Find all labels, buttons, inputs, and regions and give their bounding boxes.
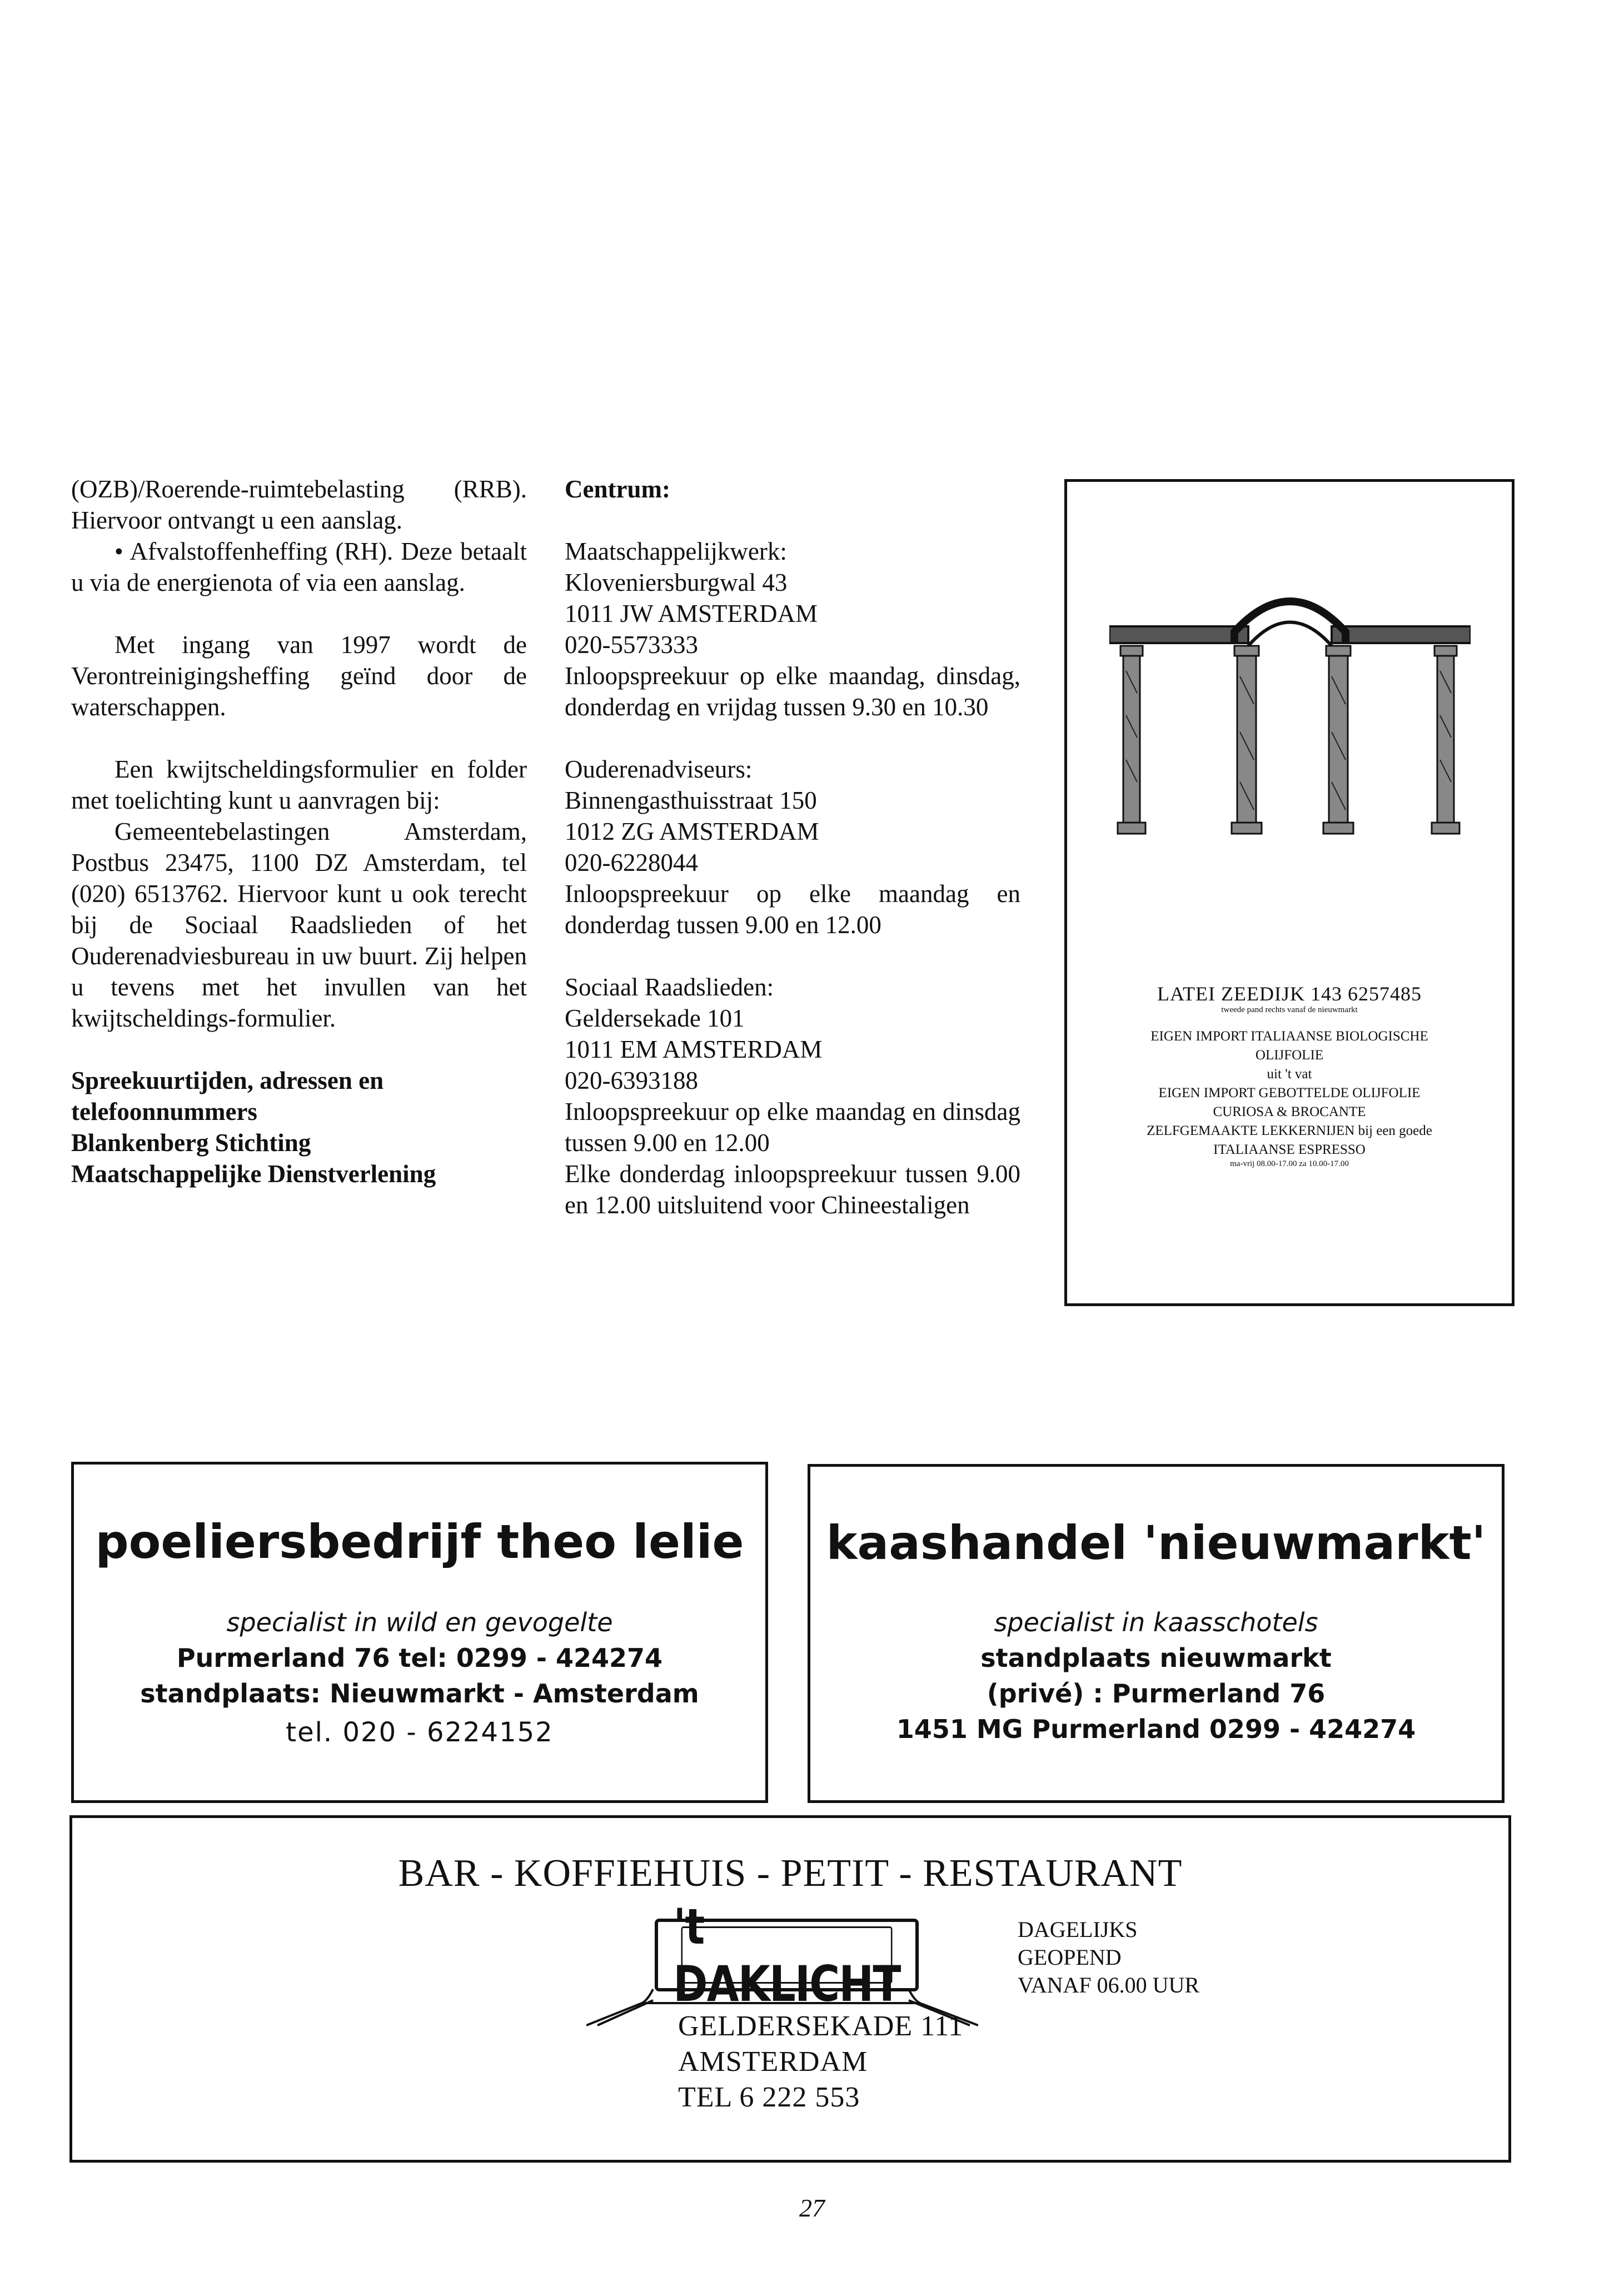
bold-heading-line: Blankenberg Stichting [71, 1129, 311, 1157]
bold-heading-line: Maatschappelijke Dienstverlening [71, 1160, 436, 1188]
bold-heading-line: telefoonnummers [71, 1098, 257, 1125]
address-block [678, 2009, 963, 2115]
ad-kaashandel [808, 1464, 1505, 1803]
logo-text: 't DAKLICHT [673, 1897, 900, 2013]
address-line: 1011 JW AMSTERDAM [565, 600, 818, 627]
ad-tagline: specialist in wild en gevogelte [226, 1607, 613, 1637]
ad-line: EIGEN IMPORT GEBOTTELDE OLIJFOLIE [1158, 1085, 1421, 1100]
block-title: Ouderenadviseurs: [565, 755, 753, 783]
section-heading: Centrum: [565, 475, 670, 503]
ad-subline: tweede pand rechts vanaf de nieuwmarkt [1221, 1005, 1358, 1014]
ad-text-block [810, 1605, 1502, 1747]
phone-line: 020-6393188 [565, 1067, 698, 1094]
ad-headline: LATEI ZEEDIJK 143 6257485 [1157, 983, 1422, 1005]
address-line: Geldersekade 101 [565, 1004, 745, 1032]
ad-line: Purmerland 76 tel: 0299 - 424274 [176, 1643, 663, 1673]
opening-line: DAGELIJKS [1018, 1917, 1138, 1942]
paragraph: • Afvalstoffenheffing (RH). Deze betaalt u via de energienota of via een aanslag. [71, 537, 527, 596]
ad-title: kaashandel 'nieuwmarkt' [826, 1516, 1486, 1570]
ad-line: standplaats nieuwmarkt [980, 1643, 1332, 1673]
ad-line: tel. 020 - 6224152 [286, 1717, 554, 1748]
ad-title: poeliersbedrijf theo lelie [95, 1515, 744, 1569]
ad-text-block [74, 1605, 765, 1750]
phone-line: 020-5573333 [565, 631, 698, 659]
address-line: Kloveniersburgwal 43 [565, 569, 788, 596]
ad-line: CURIOSA & BROCANTE [1213, 1104, 1366, 1119]
address-line: 1012 ZG AMSTERDAM [565, 818, 819, 845]
opening-line: GEOPEND [1018, 1945, 1122, 1970]
ad-daklicht [69, 1815, 1511, 2163]
block-title: Maatschappelijkwerk: [565, 537, 787, 565]
phone-line: 020-6228044 [565, 849, 698, 876]
ad-line: EIGEN IMPORT ITALIAANSE BIOLOGISCHE [1150, 1029, 1428, 1044]
ad-line: 1451 MG Purmerland 0299 - 424274 [896, 1714, 1416, 1744]
paragraph: Met ingang van 1997 wordt de Verontreinigingsheffing geïnd door de waterschappen. [71, 631, 527, 721]
hours-text: Inloopspreekuur op elke maandag en dinsdag tussen 9.00 en 12.00 [565, 1098, 1020, 1157]
daklicht-logo [586, 1897, 978, 2113]
ad-tagline: specialist in kaasschotels [994, 1607, 1318, 1637]
block-title: Sociaal Raadslieden: [565, 973, 774, 1001]
opening-hours [1018, 1916, 1199, 1999]
text-column-middle [565, 474, 1020, 1221]
ad-line: OLIJFOLIE [1255, 1048, 1324, 1063]
bold-heading-line: Spreekuurtijden, adressen en [71, 1067, 384, 1094]
hours-text: Inloopspreekuur op elke maandag en donderdag tussen 9.00 en 12.00 [565, 880, 1020, 939]
paragraph: Een kwijtscheldingsformulier en folder met toelichting kunt u aanvragen bij: [71, 755, 527, 814]
hours-text: Inloopspreekuur op elke maandag, dinsdag, donderdag en vrijdag tussen 9.30 en 10.30 [565, 662, 1020, 721]
address-line: Binnengasthuisstraat 150 [565, 786, 817, 814]
ad-headline: BAR - KOFFIEHUIS - PETIT - RESTAURANT [398, 1852, 1183, 1895]
text-column-left [71, 474, 527, 1189]
address-line: 1011 EM AMSTERDAM [565, 1035, 823, 1063]
opening-line: VANAF 06.00 UUR [1018, 1973, 1200, 1998]
phone-line: TEL 6 222 553 [678, 2081, 860, 2113]
ad-line: standplaats: Nieuwmarkt - Amsterdam [140, 1679, 699, 1709]
ad-line: uit 't vat [1267, 1067, 1312, 1082]
ad-line: (privé) : Purmerland 76 [987, 1679, 1326, 1709]
paragraph: (OZB)/Roerende-ruimtebelasting (RRB). Hiervoor ontvangt u een aanslag. [71, 475, 527, 534]
ad-line: ITALIAANSE ESPRESSO [1213, 1142, 1366, 1157]
hours-text-extra: Elke donderdag inloopspreekuur tussen 9.00 en 12.00 uitsluitend voor Chineestaligen [565, 1160, 1020, 1219]
ad-line: ZELFGEMAAKTE LEKKERNIJEN bij een goede [1147, 1123, 1432, 1138]
colonnade-arch-icon [1109, 593, 1471, 854]
ad-poelier [71, 1462, 768, 1803]
page-number: 27 [799, 2194, 825, 2222]
logo-sign [655, 1897, 919, 2013]
address-line: GELDERSEKADE 111 [678, 2010, 964, 2042]
address-line: AMSTERDAM [678, 2046, 868, 2078]
ad-hours: ma-vrij 08.00-17.00 za 10.00-17.00 [1230, 1159, 1349, 1168]
paragraph: Gemeentebelastingen Amsterdam, Postbus 23475, 1100 DZ Amsterdam, tel (020) 6513762. Hiervoor kunt u ook terecht bij de Sociaal Raadslieden of het Ouderenadviesbureau in uw buurt. Zij helpen u tevens met het invullen van het kwijtscheldings-formulier. [71, 818, 527, 1032]
ad-latei [1064, 479, 1515, 1306]
latei-text-block [1067, 982, 1512, 1169]
